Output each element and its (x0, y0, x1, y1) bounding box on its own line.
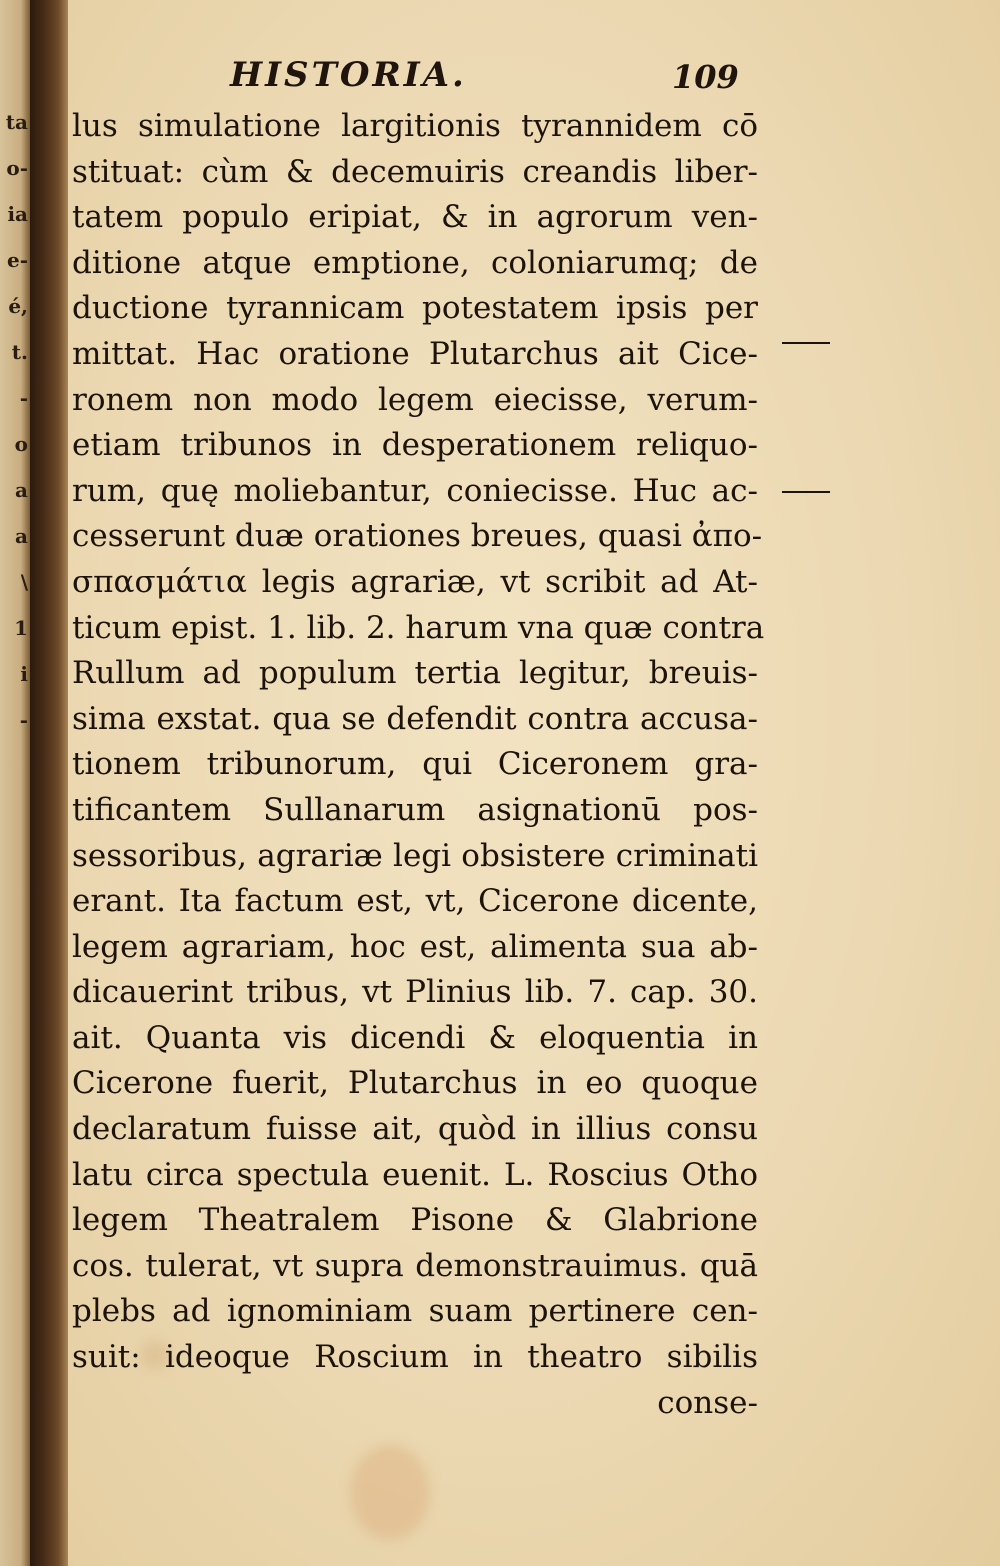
text-line: Cicerone fuerit, Plutarchus in eo quoque (72, 1065, 758, 1102)
text-line: cos. tulerat, vt supra demonstrauimus. quā (72, 1247, 758, 1284)
previous-page-edge (0, 0, 30, 1566)
previous-page-fragment: i (20, 662, 28, 686)
text-line: Rullum ad populum tertia legitur, breuis- (72, 655, 758, 692)
text-line: legem Theatralem Pisone & Glabrione (72, 1202, 758, 1239)
text-line: mittat. Hac oratione Plutarchus ait Cice- (72, 335, 758, 372)
running-head: HISTORIA. (230, 55, 467, 95)
text-line: ait. Quanta vis dicendi & eloquentia in (72, 1019, 758, 1056)
catchword: conse- (657, 1384, 758, 1421)
text-line: dicauerint tribus, vt Plinius lib. 7. cap. 30. (72, 974, 758, 1011)
text-line: sima exstat. qua se defendit contra accusa- (72, 700, 758, 737)
previous-page-fragment: - (19, 386, 28, 410)
previous-page-fragment: a (15, 478, 28, 502)
margin-dash-mark (782, 491, 830, 493)
text-line: ronem non modo legem eiecisse, verum- (72, 381, 758, 418)
previous-page-fragment: o- (6, 156, 28, 180)
previous-page-fragment: t. (11, 340, 28, 364)
previous-page-fragment: ia (7, 202, 28, 226)
text-line: σπασμάτια legis agrariæ, vt scribit ad At- (72, 563, 758, 600)
text-line: tificantem Sullanarum asignationū pos- (72, 791, 758, 828)
text-line: etiam tribunos in desperationem reliquo- (72, 427, 758, 464)
previous-page-fragment: ta (5, 110, 28, 134)
previous-page-fragment: \ (20, 570, 28, 594)
text-line: erant. Ita factum est, vt, Cicerone dicente, (72, 883, 758, 920)
text-line: ticum epist. 1. lib. 2. harum vna quæ contra (72, 609, 765, 646)
previous-page-fragment: 1 (14, 616, 28, 640)
text-line: ditione atque emptione, coloniarumq; de (72, 244, 758, 281)
text-line: suit: ideoque Roscium in theatro sibilis (72, 1339, 758, 1376)
text-line: lus simulatione largitionis tyrannidem cō (72, 108, 758, 144)
text-line: tatem populo eripiat, & in agrorum ven- (72, 199, 758, 236)
previous-page-fragment: - (19, 708, 28, 732)
text-line: stituat: cùm & decemuiris creandis liber- (72, 153, 758, 190)
previous-page-fragment: e- (6, 248, 28, 272)
previous-page-fragment: o (14, 432, 28, 456)
body-text (72, 104, 765, 1426)
margin-dash-mark (782, 342, 830, 344)
previous-page-fragment: é, (8, 294, 28, 318)
stain-spot (350, 1445, 430, 1540)
text-line: tionem tribunorum, qui Ciceronem gra- (72, 746, 758, 783)
binding-gutter (30, 0, 68, 1566)
text-line: plebs ad ignominiam suam pertinere cen- (72, 1293, 758, 1330)
page-number: 109 (672, 58, 739, 96)
previous-page-fragment: a (15, 524, 28, 548)
text-line: sessoribus, agrariæ legi obsistere criminati (72, 837, 758, 874)
text-line: rum, quę moliebantur, coniecisse. Huc ac- (72, 472, 758, 509)
text-line: legem agrariam, hoc est, alimenta sua ab- (72, 928, 758, 965)
text-line: cesserunt duæ orationes breues, quasi ἀπο- (72, 518, 763, 555)
text-line: declaratum fuisse ait, quòd in illius consu (72, 1111, 758, 1148)
text-line: latu circa spectula euenit. L. Roscius Otho (72, 1156, 758, 1193)
text-line: ductione tyrannicam potestatem ipsis per (72, 290, 758, 327)
